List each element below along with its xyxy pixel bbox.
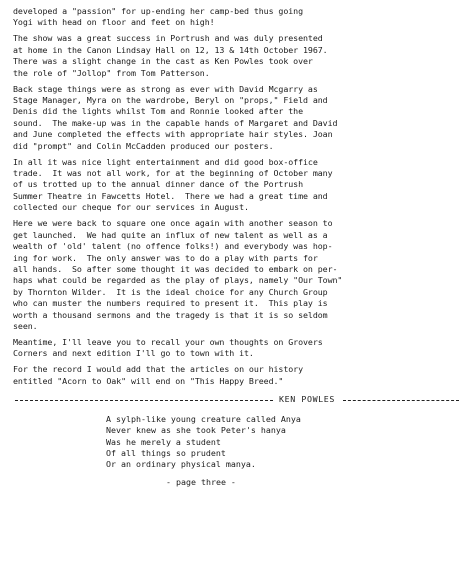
text-line: developed a "passion" for up-ending her camp-bed thus going: [13, 6, 303, 16]
text-line: all hands. So after some thought it was decided to embark on per-: [13, 263, 338, 274]
text-line: haps what could be regarded as the play of plays, namely "Our Town": [13, 275, 343, 286]
text-line: Here we were back to square one once again with another season to: [13, 218, 333, 229]
text-line: Corners and next edition I'll go to town with it.: [13, 348, 254, 359]
text-line: by Thornton Wilder. It is the ideal choice for any Church Group: [13, 286, 328, 297]
paragraph: [13, 157, 452, 214]
paragraph: [13, 84, 452, 152]
poem-line: Of all things so prudent: [106, 447, 226, 458]
text-line: Back stage things were as strong as ever with David Mcgarry as: [13, 83, 318, 94]
text-line: In all it was nice light entertainment and did good box-office: [13, 156, 318, 167]
poem-line: Or an ordinary physical manya.: [106, 458, 256, 469]
text-line: seen.: [13, 320, 38, 331]
text-line: did "prompt" and Colin McCadden produced our posters.: [13, 140, 274, 151]
limerick: [106, 414, 452, 470]
text-line: and June completed the effects with appropriate hair styles. Joan: [13, 129, 333, 140]
text-line: the role of "Jollop" from Tom Patterson.: [13, 67, 210, 78]
text-line: Yogi with head on floor and feet on high!: [13, 17, 215, 28]
text-line: ing for work. The only answer was to do a play with parts for: [13, 252, 318, 263]
body-text: [13, 6, 452, 387]
text-line: at home in the Canon Lindsay Hall on 12, 13 & 14th October 1967.: [13, 44, 328, 55]
text-line: There was a slight change in the cast as Ken Powles took over: [13, 56, 313, 67]
paragraph: [13, 6, 452, 29]
author-signature: KEN POWLES: [279, 394, 335, 405]
divider-rule-right: [343, 400, 459, 401]
paragraph: [13, 218, 452, 332]
poem-line: Was he merely a student: [106, 436, 221, 447]
text-line: wealth of 'old' talent (no offence folks!) and everybody was hop-: [13, 241, 333, 252]
text-line: worth a thousand sermons and the tragedy is that it is so seldom: [13, 309, 328, 320]
poem-line: Never knew as she took Peter's hanya: [106, 425, 286, 436]
text-line: of us trotted up to the annual dinner dance of the Portrush: [13, 179, 303, 190]
paragraph: [13, 364, 452, 387]
text-line: get launched. We had quite an influx of new talent as well as a: [13, 229, 328, 240]
text-line: The show was a great success in Portrush and was duly presented: [13, 33, 323, 44]
text-line: collected our cheque for our services in August.: [13, 202, 249, 213]
text-line: For the record I would add that the articles on our history: [13, 364, 303, 375]
signature-divider: [13, 392, 452, 406]
text-line: who can muster the numbers required to present it. This play is: [13, 298, 328, 309]
page-number: - page three -: [166, 477, 236, 488]
text-line: Denis did the lights whilst Tom and Ronnie looked after the: [13, 106, 303, 117]
text-line: sound. The make-up was in the capable hands of Margaret and David: [13, 117, 338, 128]
text-line: trade. It was not all work, for at the beginning of October many: [13, 168, 333, 179]
text-line: entitled "Acorn to Oak" will end on "This Happy Breed.": [13, 375, 284, 386]
paragraph: [13, 33, 452, 79]
divider-rule-left: [15, 400, 273, 401]
text-line: Summer Theatre in Fawcetts Hotel. There we had a great time and: [13, 190, 328, 201]
text-line: Meantime, I'll leave you to recall your own thoughts on Grovers: [13, 336, 323, 347]
poem-line: A sylph-like young creature called Anya: [106, 414, 301, 425]
text-line: Stage Manager, Myra on the wardrobe, Beryl on "props," Field and: [13, 95, 328, 106]
paragraph: [13, 337, 452, 360]
